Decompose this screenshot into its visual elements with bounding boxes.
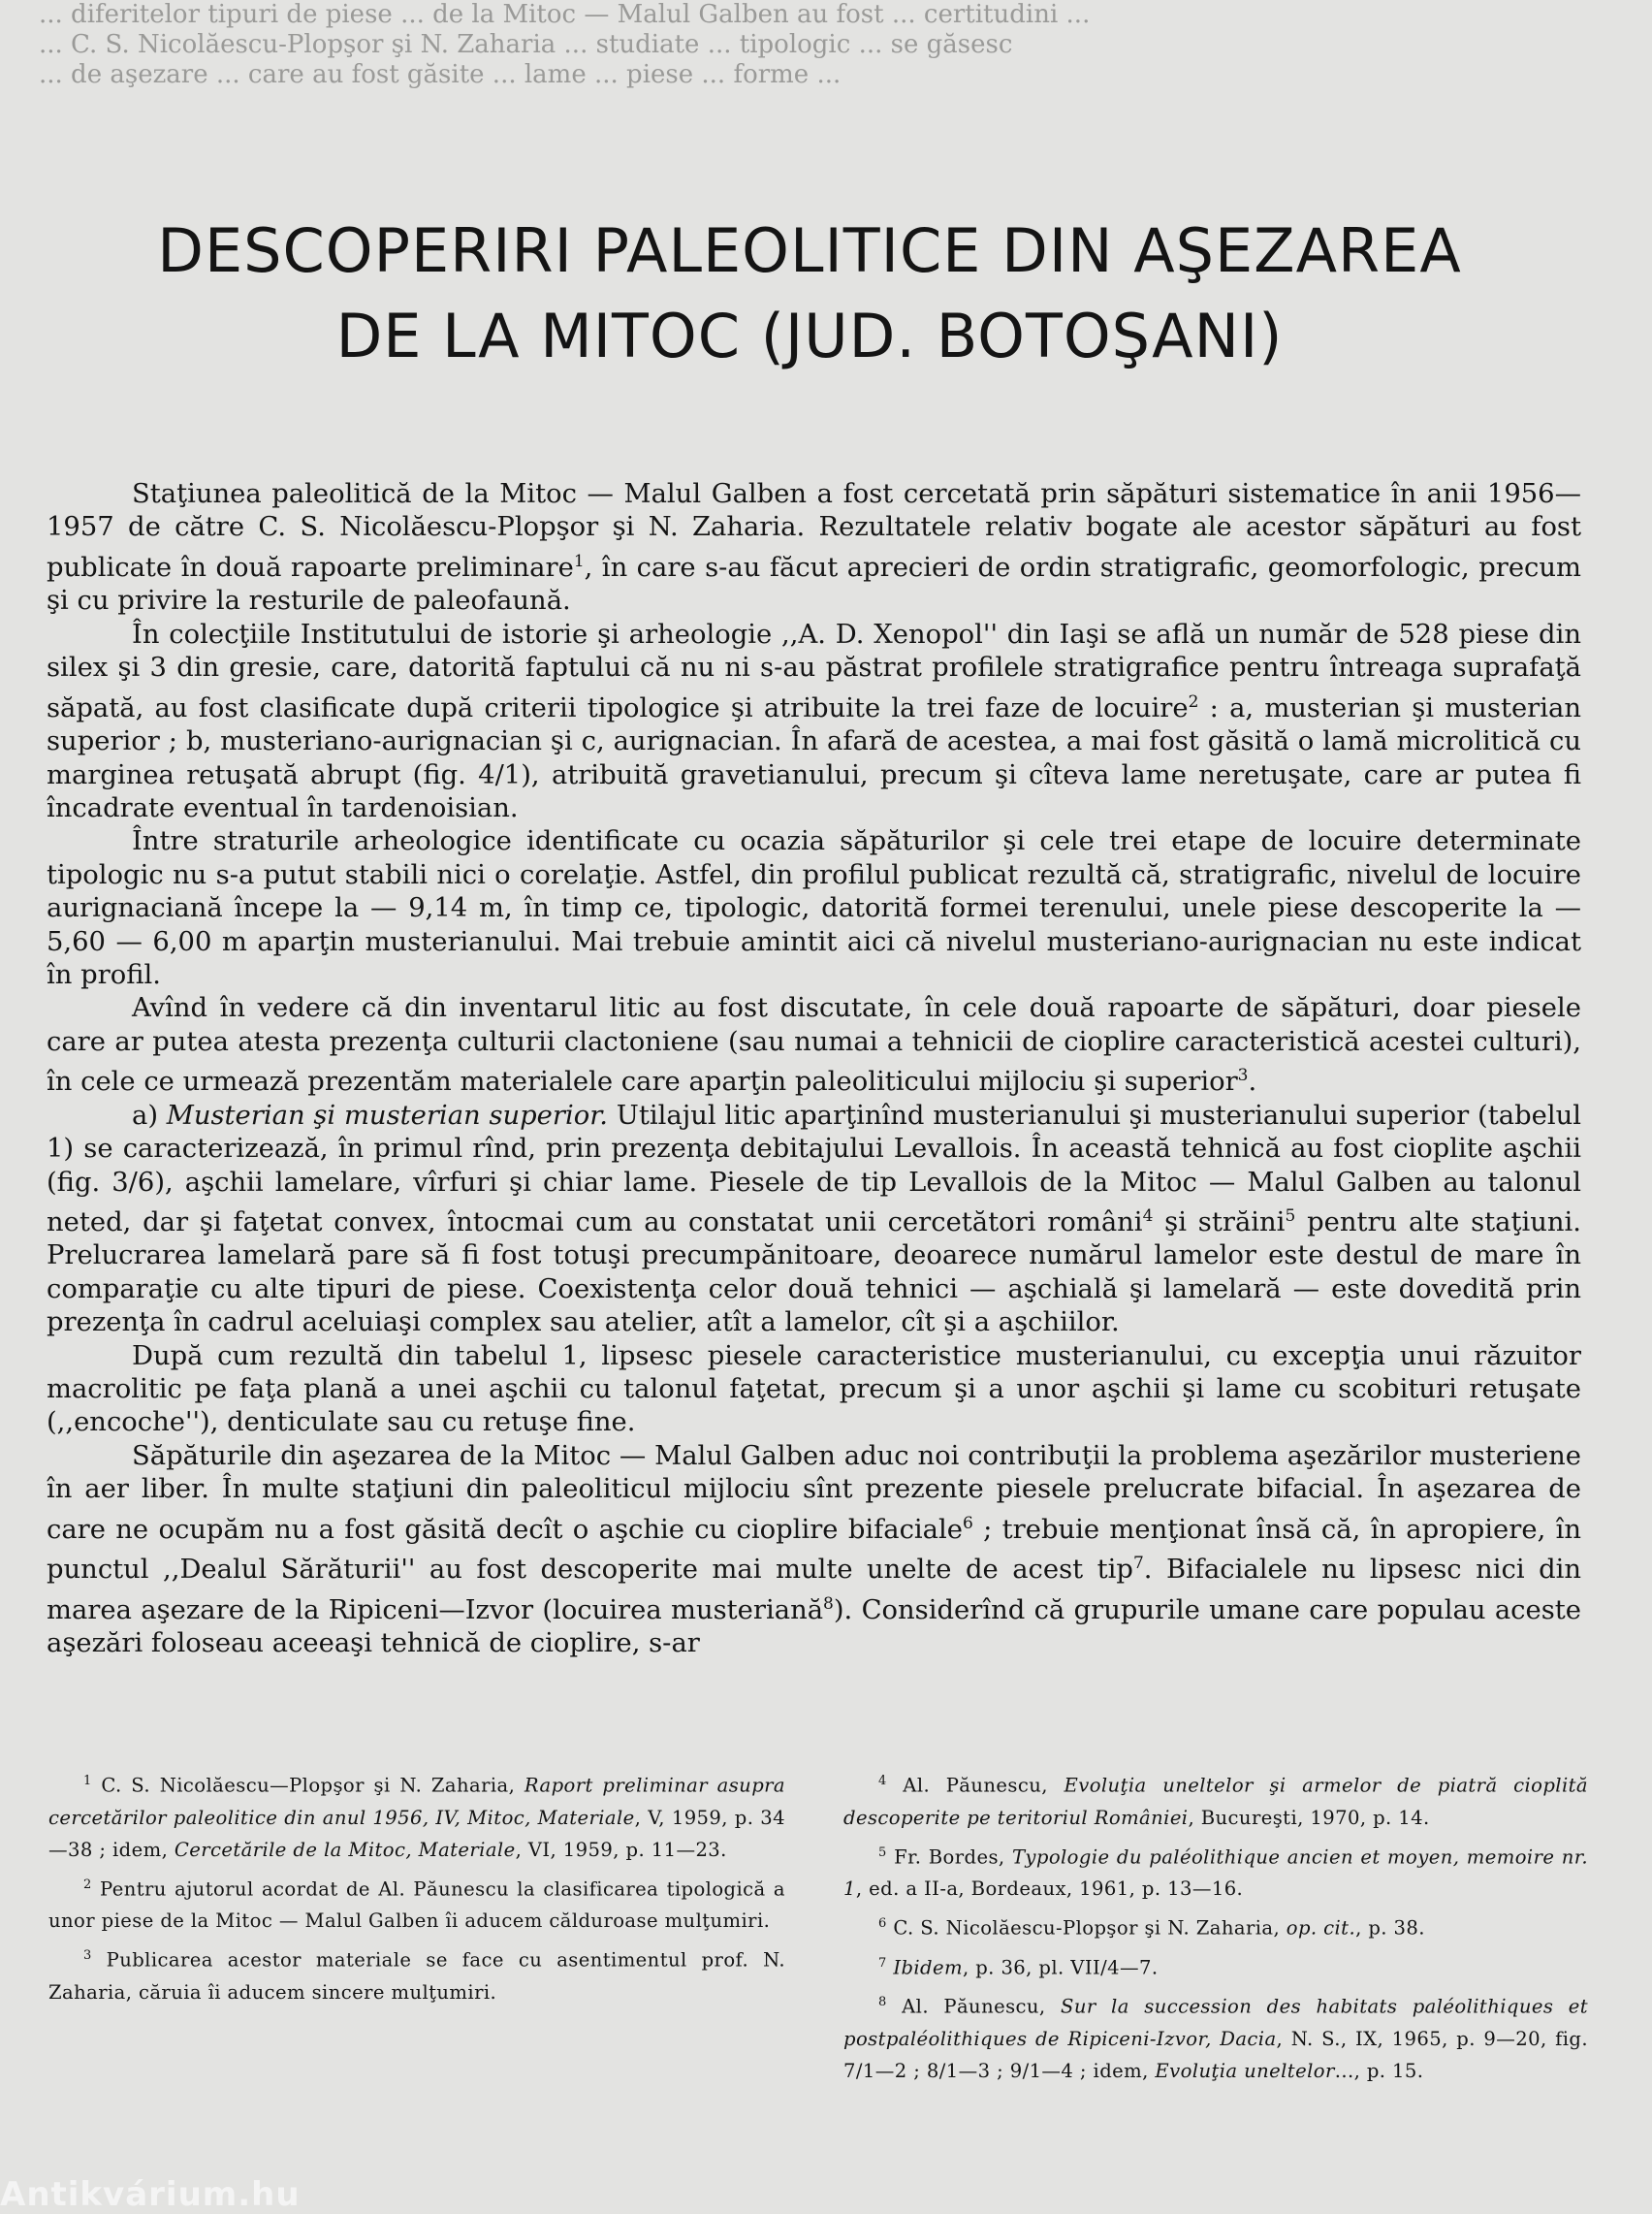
title-line-2: DE LA MITOC (JUD. BOTOŞANI) — [335, 301, 1284, 371]
footnote — [48, 1940, 785, 2008]
paragraph-text: Între straturile arheologice identificate cu ocazia săpăturilor şi cele trei etape de locuire determinate tipologic nu s-a putut stabili nici o corelaţie. Astfel, din profilul publicat rezultă că, stratigrafic, nivelul de locuire aurignaciană începe la — 9,14 m, în timp ce, tipologic, datorită formei terenului, unele piese descoperite la —5,60 — 6,00 m aparţin musterianului. Mai trebuie amintit aici că nivelul musteriano-aurignacian nu este indicat în profil. — [47, 826, 1581, 990]
footnote-title: Cercetările de la Mitoc, Materiale — [174, 1838, 516, 1861]
footnote-text: Pentru ajutorul acordat de Al. Păunescu la clasificarea tipologică a unor piese de la Mitoc — Malul Galben îi aducem călduroase mulţumiri. — [48, 1877, 785, 1933]
paragraph-text: ). Considerînd că grupurile umane care populau aceste aşezări foloseau aceeaşi tehnică de cioplire, s-ar — [47, 1594, 1581, 1659]
footnotes-left-column — [48, 1765, 785, 2011]
footnote-text: Al. Păunescu, — [902, 1995, 1061, 2018]
paragraph-text: Utilajul litic aparţinînd musterianului şi musterianului superior (tabelul 1) se caracterizează, în primul rînd, prin prezenţa debitajului Levallois. În această tehnică au fost cioplite aşchii (fig. 3/6), aşchii lamelare, vîrfuri şi chiar lame. Piesele de tip Levallois de la Mitoc — Malul Galben au talonul neted, dar şi faţetat convex, întocmai cum au constatat unii cercetători români — [47, 1100, 1581, 1238]
footnote-title: op. cit. — [1286, 1916, 1356, 1940]
footnote-ref: 8 — [823, 1593, 834, 1614]
body-paragraph — [47, 1440, 1581, 1661]
paragraph-text: Săpăturile din aşezarea de la Mitoc — Malul Galben aduc noi contribuţii la problema aşezărilor musteriene în aer liber. În multe staţiuni din paleoliticul mijlociu sînt prezente piesele prelucrate bifacial. În aşezarea de care ne ocupăm nu a fost găsită decît o aşchie cu cioplire bifaciale — [47, 1440, 1581, 1545]
paragraph-text: . Bifacialele nu lipsesc nici din marea aşezare de la Ripiceni—Izvor (locuirea musteriană — [47, 1555, 1582, 1625]
footnote-ref: 1 — [573, 551, 585, 571]
footnote-text: , ed. a II-a, Bordeaux, 1961, p. 13—16. — [855, 1877, 1244, 1901]
footnote-title: Typologie du paléolithique ancien et moyen, memoire nr. 1 — [843, 1845, 1588, 1901]
footnote — [48, 1765, 785, 1866]
footnote-text: , N. S., IX, 1965, p. 9—20, fig. 7/1—2 ; 8/1—3 ; 9/1—4 ; idem, — [843, 2027, 1588, 2082]
paragraph-text: : a, musterian şi musterian superior ; b, musteriano-aurignacian şi c, aurignacian. În afară de acestea, a mai fost găsită o lamă microlitică cu marginea retuşată abrupt (fig. 4/1), atribuită gravetianului, precum şi cîteva lame neretuşate, care ar putea fi încadrate eventual în tardenoisian. — [47, 692, 1581, 823]
footnote-text: , VI, 1959, p. 11—23. — [515, 1838, 727, 1861]
body-paragraph — [47, 825, 1581, 992]
footnote-ref: 4 — [1142, 1205, 1154, 1226]
body-paragraph — [47, 1100, 1581, 1340]
bleed-line: ... C. S. Nicolăescu-Plopşor şi N. Zaharia ... studiate ... tipologic ... se găsesc — [39, 30, 1013, 59]
footnote-text: Publicarea acestor materiale se face cu asentimentul prof. N. Zaharia, căruia îi aducem sincere mulţumiri. — [48, 1948, 785, 2004]
footnote-text: , p. 38. — [1355, 1916, 1425, 1940]
paragraph-text: Staţiunea paleolitică de la Mitoc — Malul Galben a fost cercetată prin săpături sistematice în anii 1956—1957 de către C. S. Nicolăescu-Plopşor şi N. Zaharia. Rezultatele relativ bogate ale acestor săpături au fost publicate în două rapoarte preliminare — [47, 479, 1581, 583]
footnote — [843, 1837, 1588, 1906]
footnotes-right-column — [843, 1765, 1588, 2090]
previous-page-bleed — [39, 0, 1609, 107]
footnote — [843, 1908, 1588, 1944]
footnote — [843, 1765, 1588, 1834]
body-paragraph — [47, 992, 1581, 1099]
body-paragraph — [47, 478, 1581, 619]
paragraph-text: În colecţiile Institutului de istorie şi arheologie ,,A. D. Xenopol'' din Iaşi se află un număr de 528 piese din silex şi 3 din gresie, care, datorită faptului că nu ni s-au păstrat profilele stratigrafice pentru întreaga suprafaţă săpată, au fost clasificate după criterii tipologice şi atribuite la trei faze de locuire — [47, 619, 1581, 723]
footnote-text: , V, 1959, p. 34—38 ; idem, — [48, 1806, 786, 1861]
footnote-text: , p. 36, pl. VII/4—7. — [962, 1956, 1159, 1979]
paragraph-text: pentru alte staţiuni. Prelucrarea lamelară pare să fi fost totuşi precumpănitoare, deoarece numărul lamelor este destul de mare în comparaţie cu alte tipuri de piese. Coexistenţa celor două tehnici — aşchială şi lamelară — este dovedită prin prezenţa în cadrul aceluiaşi complex sau atelier, atît a lamelor, cît şi a aşchiilor. — [47, 1207, 1582, 1338]
paragraph-text: , în care s-au făcut aprecieri de ordin stratigrafic, geomorfologic, precum şi cu privire la resturile de paleofaună. — [47, 552, 1581, 617]
footnote-ref: 2 — [1188, 691, 1199, 712]
title-line-1: DESCOPERIRI PALEOLITICE DIN AŞEZAREA — [157, 215, 1462, 286]
footnote-number: 1 — [83, 1774, 92, 1788]
paragraph-text: şi străini — [1153, 1207, 1286, 1238]
footnote-ref: 3 — [1237, 1066, 1249, 1086]
footnote-title: Ibidem — [893, 1956, 963, 1979]
footnote — [843, 1947, 1588, 1984]
footnote-title: Raport preliminar asupra cercetărilor paleolitice din anul 1956, IV, Mitoc, Materiale — [48, 1774, 785, 1829]
footnote-ref: 7 — [1132, 1554, 1144, 1574]
paragraph-text: Avînd în vedere că din inventarul litic au fost discutate, în cele două rapoarte de săpături, doar piesele care ar putea atesta prezenţa culturii clactoniene (sau numai a tehnicii de cioplire caracteristică acestei culturi), în cele ce urmează prezentăm materialele care aparţin paleoliticului mijlociu şi superior — [47, 993, 1581, 1098]
footnote-text: , Bucureşti, 1970, p. 14. — [1188, 1806, 1430, 1829]
paragraph-text: ; trebuie menţionat însă că, în apropiere, în punctul ,,Dealul Sărăturii'' au fost descoperite mai multe unelte de acest tip — [47, 1514, 1581, 1586]
paragraph-text: . — [1248, 1067, 1257, 1098]
footnote-text: C. S. Nicolăescu-Plopşor şi N. Zaharia, — [893, 1916, 1287, 1940]
footnote-text: ..., p. 15. — [1334, 2059, 1424, 2082]
article-body — [47, 478, 1581, 1661]
body-paragraph — [47, 1340, 1581, 1440]
footnote-number: 4 — [878, 1774, 887, 1788]
footnote-number: 5 — [878, 1845, 887, 1860]
footnote-text: Fr. Bordes, — [894, 1845, 1012, 1869]
footnote-title: Evoluţia uneltelor — [1155, 2059, 1335, 2082]
body-paragraph — [47, 619, 1581, 826]
footnote-ref: 5 — [1285, 1205, 1296, 1226]
footnote-number: 3 — [83, 1948, 92, 1964]
footnote — [843, 1986, 1588, 2087]
footnote-ref: 6 — [962, 1513, 973, 1533]
section-heading: Musterian şi musterian superior. — [166, 1100, 609, 1131]
footnote — [48, 1869, 785, 1938]
paragraph-text: După cum rezultă din tabelul 1, lipsesc piesele caracteristice musterianului, cu excepţia unui răzuitor macrolitic pe faţa plană a unei aşchii cu talonul faţetat, precum şi a unor aşchii şi lame cu scobituri retuşate (,,encoche''), denticulate sau cu retuşe fine. — [47, 1340, 1581, 1438]
article-title — [116, 209, 1503, 379]
footnote-title: Evoluţia uneltelor şi armelor de piatră cioplită descoperite pe teritoriul României — [843, 1774, 1588, 1829]
bleed-line: ... de aşezare ... care au fost găsite ... lame ... piese ... forme ... — [39, 60, 842, 89]
footnote-number: 6 — [878, 1916, 887, 1932]
paragraph-lead: a) — [132, 1100, 167, 1131]
footnote-text: C. S. Nicolăescu—Plopşor şi N. Zaharia, — [101, 1774, 524, 1797]
watermark: Antikvárium.hu — [0, 2175, 301, 2214]
footnote-text: Al. Păunescu, — [903, 1774, 1064, 1797]
footnote-title: Sur la succession des habitats paléolithiques et postpaléolithiques de Ripiceni-Izvor, Dacia — [843, 1995, 1588, 2050]
bleed-line: ... diferitelor tipuri de piese ... de la Mitoc — Malul Galben au fost ... certitudini ... — [39, 0, 1091, 29]
footnote-number: 8 — [878, 1995, 887, 2010]
footnote-number: 7 — [878, 1955, 887, 1971]
footnote-number: 2 — [83, 1877, 92, 1892]
